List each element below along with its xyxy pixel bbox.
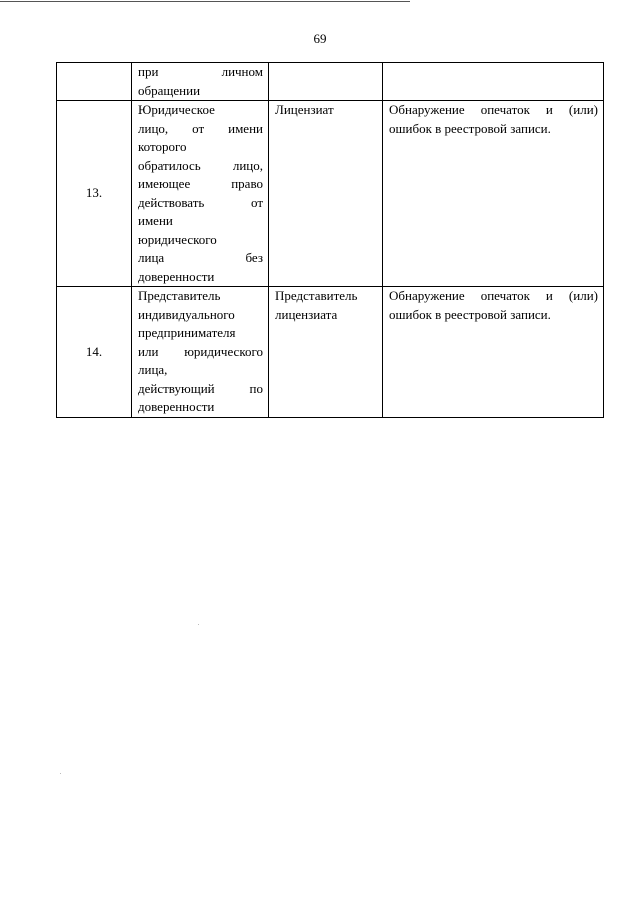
role-cell: Лицензиат: [269, 101, 383, 287]
applicant-word: юридического: [184, 343, 263, 359]
table-body: [57, 63, 604, 418]
applicant-line: [138, 343, 263, 362]
applicant-word: лицо,: [138, 120, 169, 136]
applicant-word: лица,: [138, 362, 168, 377]
applicant-line: [138, 231, 263, 250]
applicant-word: по: [249, 380, 263, 396]
applicant-line: [138, 324, 263, 343]
applicant-line: [138, 287, 263, 306]
reason-cell: Обнаружение опечаток и (или) ошибок в реестровой записи.: [383, 101, 604, 287]
applicant-word: Юридическое: [138, 102, 215, 117]
applicant-text: [138, 63, 263, 100]
applicant-word: доверенности: [138, 399, 215, 414]
applicant-line: [138, 212, 263, 231]
row-number-cell: [57, 63, 132, 101]
applicant-word: обращении: [138, 82, 201, 98]
applicant-word: юридического: [138, 231, 217, 247]
reason-cell: [383, 63, 604, 101]
applicant-word: от: [250, 194, 263, 210]
applicant-line: [138, 157, 263, 176]
applicant-word: Представитель: [138, 288, 221, 303]
applicant-word: обратилось: [138, 157, 201, 173]
applicant-word: личном: [221, 64, 263, 79]
reason-cell: Обнаружение опечаток и (или) ошибок в реестровой записи.: [383, 287, 604, 418]
applicant-cell: [132, 63, 269, 101]
applicant-line: [138, 63, 263, 82]
applicant-cell: [132, 101, 269, 287]
applicant-word: право: [231, 176, 263, 191]
applicant-word: действовать: [138, 194, 205, 210]
row-number-cell: 14.: [57, 287, 132, 418]
applicant-text: [138, 287, 263, 417]
role-cell: Представитель лицензиата: [269, 287, 383, 418]
scan-top-rule: [0, 1, 410, 2]
applicant-word: которого: [138, 139, 187, 154]
table-row: [57, 63, 604, 101]
table-row: [57, 287, 604, 418]
applicant-line: [138, 175, 263, 194]
applicant-line: [138, 361, 263, 380]
applicant-word: индивидуального: [138, 306, 235, 322]
applicant-line: [138, 306, 263, 325]
applicant-word: имени: [228, 120, 263, 136]
applicant-line: [138, 268, 263, 287]
applicant-word: при: [138, 64, 159, 79]
applicant-line: [138, 249, 263, 268]
applicant-word: лицо,: [232, 157, 263, 173]
applicant-text: [138, 101, 263, 286]
scan-artifact: [60, 773, 61, 774]
applicant-word: действующий: [138, 380, 215, 396]
applicant-word: лица: [138, 250, 165, 265]
applicant-line: [138, 380, 263, 399]
applicant-word: имеющее: [138, 176, 191, 191]
applicant-word: имени: [138, 213, 173, 228]
applicant-word: предпринимателя: [138, 325, 236, 340]
table-row: [57, 101, 604, 287]
document-table: [56, 62, 604, 418]
scan-artifact: [198, 624, 199, 625]
applicant-line: [138, 398, 263, 417]
applicant-cell: [132, 287, 269, 418]
row-number-cell: 13.: [57, 101, 132, 287]
applicant-word: без: [245, 250, 263, 265]
applicant-line: [138, 138, 263, 157]
page-number: 69: [313, 31, 327, 46]
applicant-line: [138, 82, 263, 101]
applicant-word: доверенности: [138, 268, 215, 284]
applicant-word: или: [138, 343, 159, 359]
applicant-line: [138, 120, 263, 139]
applicant-word: от: [192, 120, 205, 136]
applicant-line: [138, 101, 263, 120]
role-cell: [269, 63, 383, 101]
applicant-line: [138, 194, 263, 213]
